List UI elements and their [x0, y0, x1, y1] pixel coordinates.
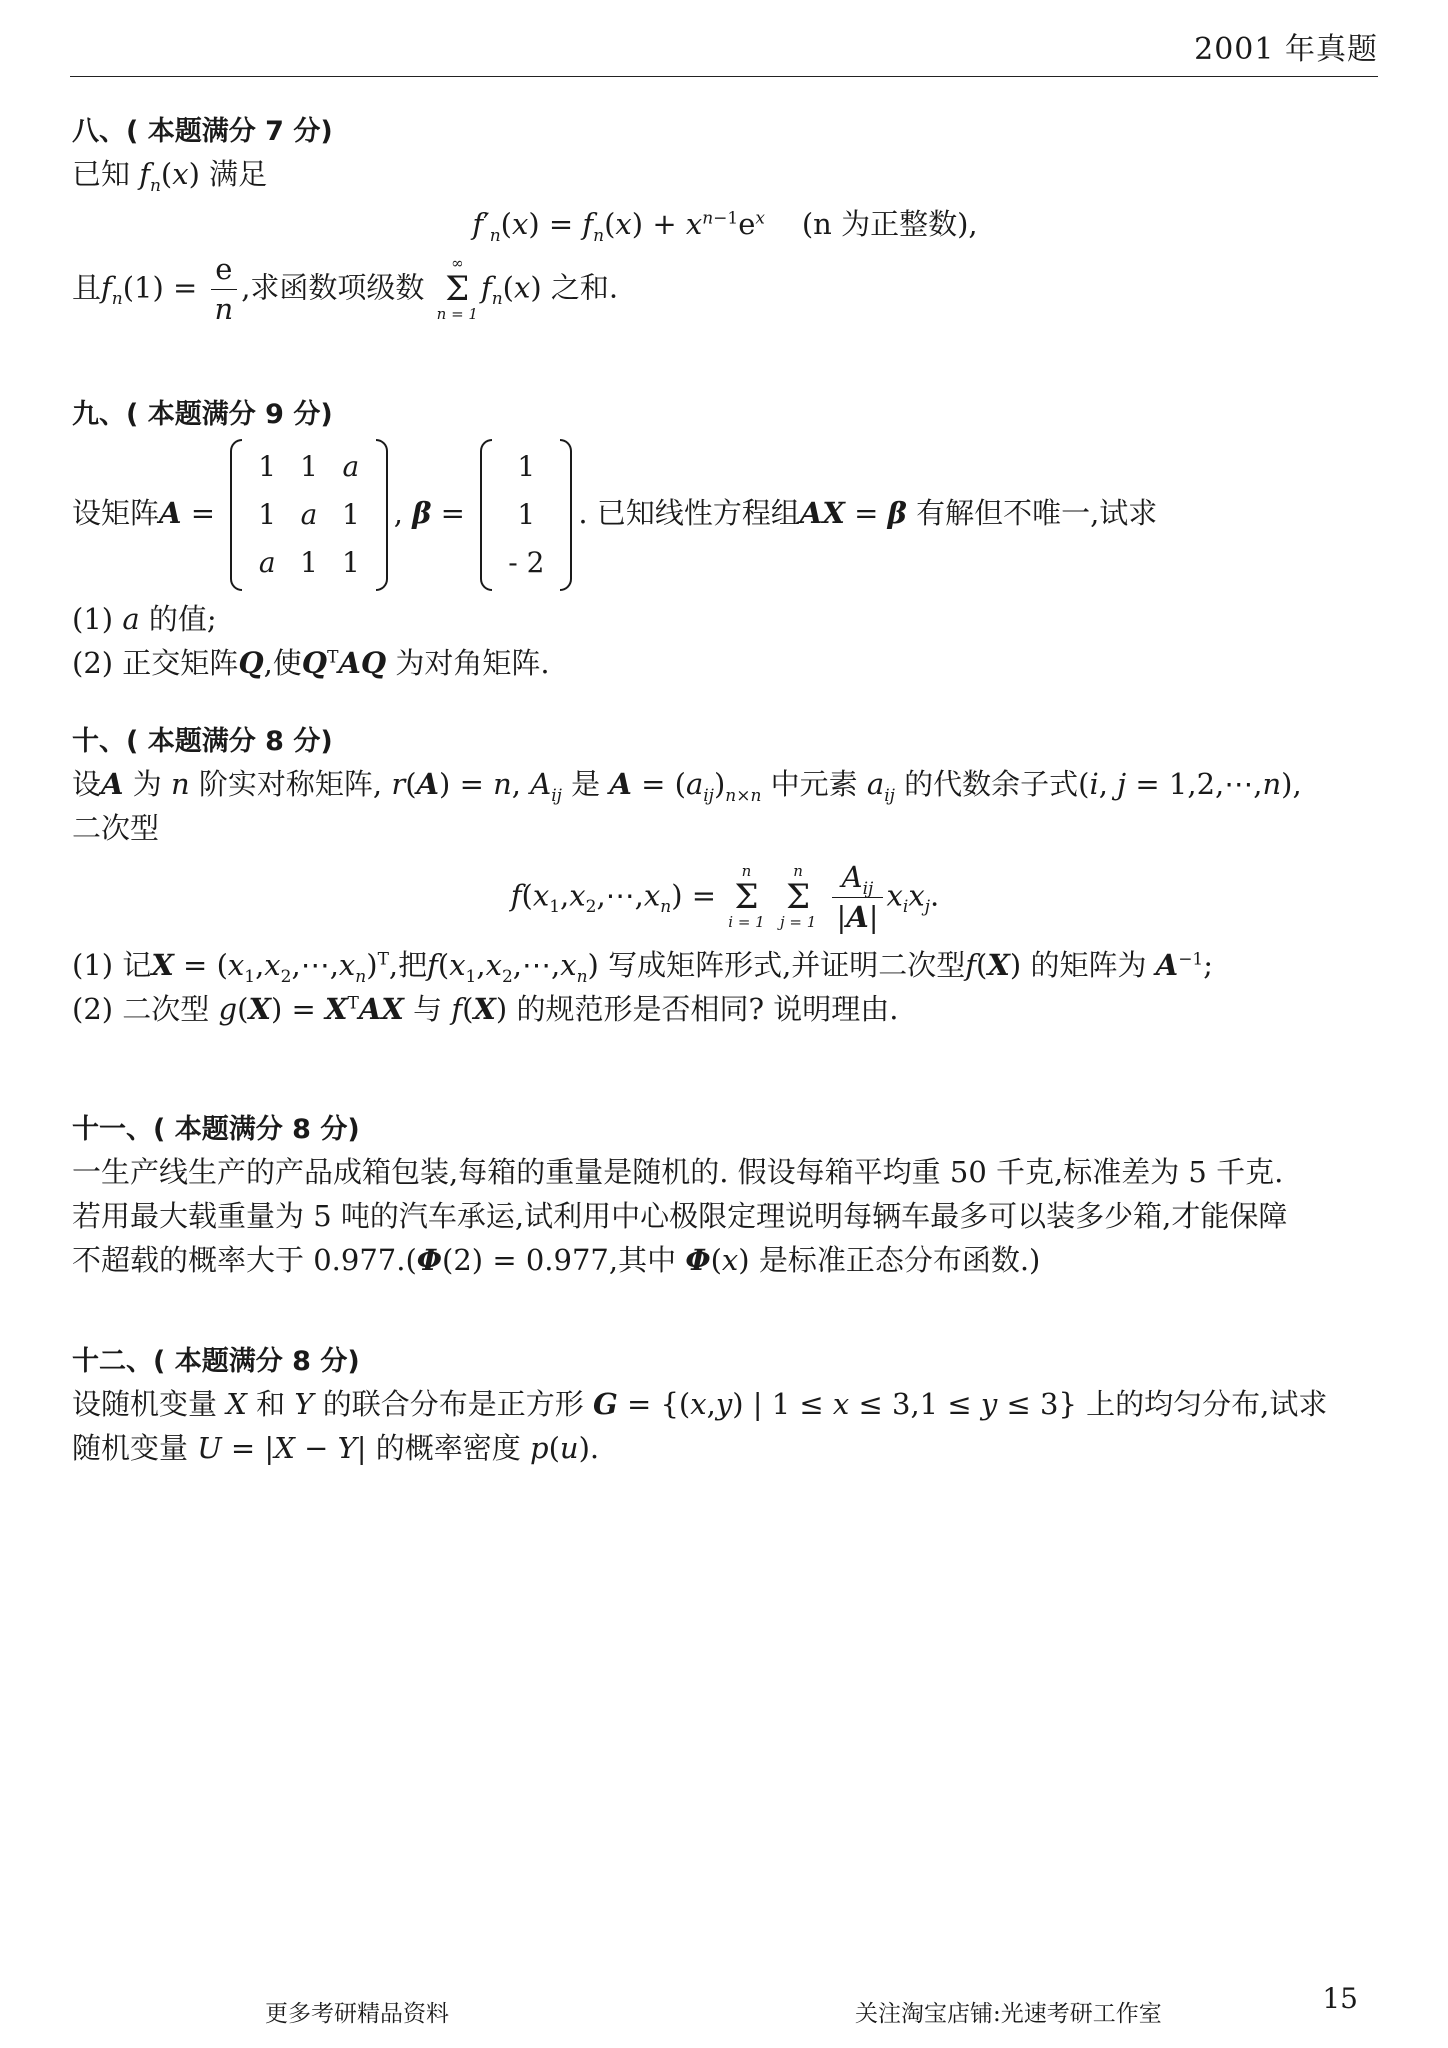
section-9-question-2: (2) 正交矩阵Q,使$Q^TAQ$ 为对角矩阵. [72, 646, 550, 680]
section-10-equation: $f(x_1,x_2,\cdots,x_n)$ = n Σ i = 1 n Σ j = 1 $\frac{A_{ij}}{|A|}$ $x_ix_j$. [510, 860, 940, 934]
section-8-equation: $f'_n(x) = f_n(x) + x^{n-1}e^x$ (n 为正整数), [472, 207, 978, 246]
section-11-line-1: 一生产线生产的产品成箱包装,每箱的重量是随机的. 假设每箱平均重 50 千克,标准差为 5 千克. [72, 1155, 1284, 1189]
section-8-heading: 八、( 本题满分 7 分) [72, 116, 333, 147]
sum-symbol-j: n Σ j = 1 [779, 862, 817, 932]
matrix-a: 1 1 a 1 a 1 a 1 1 [230, 439, 387, 591]
section-12-line-1: 设随机变量 X 和 Y 的联合分布是正方形 G = {(x,y) | 1 ≤ x ≤ 3,1 ≤ y ≤ 3} 上的均匀分布,试求 [72, 1387, 1328, 1421]
section-8 [72, 112, 1378, 327]
section-9-question-1: (1) a 的值; [72, 602, 217, 636]
section-10-question-1: (1) 记$X = (x_1,x_2,\cdots,x_n)^T$,把$f(x_1,x_2,\cdots,x_n)$ 写成矩阵形式,并证明二次型f(X) 的矩阵为 $A^{-1}$; [72, 947, 1214, 987]
sum-symbol: ∞ Σ n = 1 [436, 254, 478, 324]
section-10 [72, 722, 1378, 1031]
section-9-matrix-line: 设矩阵A = 1 1 a 1 a 1 a 1 1 , β = 1 1 - 2 . 已知线性方程组AX = β 有解但不唯一,试求 [72, 439, 1378, 591]
section-12 [72, 1342, 1378, 1470]
page-number: 15 [1322, 1982, 1358, 2015]
fraction-e-over-n: $\frac{e}{n}$ [211, 252, 238, 327]
section-11-line-3: 不超载的概率大于 0.977.(Φ(2) = 0.977,其中 Φ(x) 是标准正态分布函数.) [72, 1243, 1041, 1277]
section-10-para-1: 设A 为 n 阶实对称矩阵, r(A) = n, $A_{ij}$ 是 $A = (a_{ij})_{n\times n}$ 中元素 $a_{ij}$ 的代数余子式(i, j = 1,2,⋯,n), [72, 767, 1302, 806]
header-rule [70, 76, 1378, 77]
vector-beta: 1 1 - 2 [480, 439, 572, 591]
section-10-question-2: (2) 二次型 $g(X) = X^TAX$ 与 f(X) 的规范形是否相同? 说明理由. [72, 991, 899, 1026]
section-8-condition: 且$f_n(1)$ = $\frac{e}{n}$ ,求函数项级数 ∞ Σ n = 1 $f_n(x)$ 之和. [72, 252, 619, 326]
section-11 [72, 1110, 1378, 1282]
fraction-aij-over-det: $\frac{A_{ij}}{|A|}$ [832, 860, 882, 935]
section-11-heading: 十一、( 本题满分 8 分) [72, 1114, 360, 1145]
section-10-heading: 十、( 本题满分 8 分) [72, 726, 333, 757]
section-10-para-2: 二次型 [72, 811, 160, 845]
header-title: 2001 年真题 [1194, 32, 1378, 67]
section-9-heading: 九、( 本题满分 9 分) [72, 399, 333, 430]
section-8-intro: 已知 $f_n(x)$ 满足 [72, 157, 268, 196]
footer-right: 关注淘宝店铺:光速考研工作室 [855, 2001, 1162, 2027]
footer-left: 更多考研精品资料 [265, 2001, 449, 2027]
section-9 [72, 395, 1378, 685]
section-11-line-2: 若用最大载重量为 5 吨的汽车承运,试利用中心极限定理说明每辆车最多可以装多少箱,才能保障 [72, 1199, 1288, 1233]
sum-symbol-i: n Σ i = 1 [728, 862, 765, 932]
section-12-heading: 十二、( 本题满分 8 分) [72, 1346, 360, 1377]
section-12-line-2: 随机变量 U = |X − Y| 的概率密度 p(u). [72, 1431, 600, 1465]
